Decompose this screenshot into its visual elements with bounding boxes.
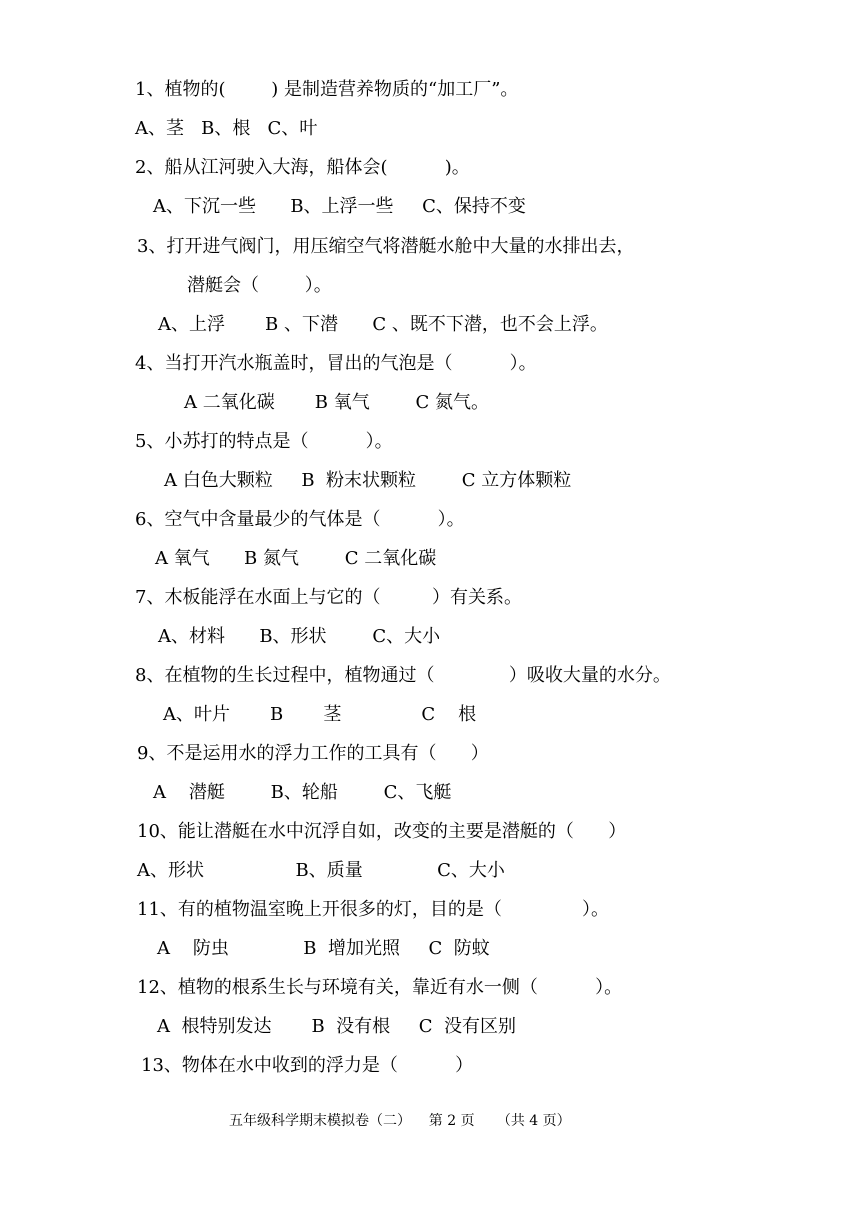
- question-3-continuation: 潜艇会（ ）。: [187, 275, 332, 296]
- question-3: 3、打开进气阀门，用压缩空气将潜艇水舱中大量的水排出去，: [137, 236, 635, 257]
- question-4-options: A 二氧化碳 B 氧气 C 氮气。: [184, 392, 489, 413]
- question-11: 11、有的植物温室晚上开很多的灯，目的是（ ）。: [137, 899, 610, 920]
- question-5-options: A 白色大颗粒 B 粉末状颗粒 C 立方体颗粒: [164, 470, 572, 491]
- question-12: 12、植物的根系生长与环境有关，靠近有水一侧（ ）。: [137, 977, 623, 998]
- question-2-options: A、下沉一些 B、上浮一些 C、保持不变: [153, 196, 526, 217]
- page-footer: 五年级科学期末模拟卷（二） 第 2 页 （共 4 页）: [229, 1113, 571, 1129]
- question-10-options: A、形状 B、质量 C、大小: [137, 860, 505, 881]
- question-8-options: A、叶片 B 茎 C 根: [163, 704, 477, 725]
- question-10: 10、能让潜艇在水中沉浮自如，改变的主要是潜艇的（ ）: [137, 821, 627, 842]
- question-1-options: A、茎 B、根 C、叶: [135, 118, 318, 139]
- question-3-options: A、上浮 B 、下潜 C 、既不下潜，也不会上浮。: [158, 314, 608, 335]
- question-2: 2、船从江河驶入大海，船体会( )。: [135, 157, 470, 178]
- question-11-options: A 防虫 B 增加光照 C 防蚊: [157, 938, 490, 959]
- question-9-options: A 潜艇 B、轮船 C、飞艇: [153, 782, 452, 803]
- question-1: 1、植物的( ) 是制造营养物质的“加工厂”。: [135, 79, 519, 100]
- question-6-options: A 氧气 B 氮气 C 二氧化碳: [155, 548, 437, 569]
- question-7: 7、木板能浮在水面上与它的（ ）有关系。: [135, 587, 522, 608]
- question-5: 5、小苏打的特点是（ ）。: [135, 431, 393, 452]
- question-12-options: A 根特别发达 B 没有根 C 没有区别: [157, 1016, 516, 1037]
- question-13: 13、物体在水中收到的浮力是（ ）: [141, 1055, 474, 1076]
- question-6: 6、空气中含量最少的气体是（ ）。: [135, 509, 465, 530]
- question-4: 4、当打开汽水瓶盖时，冒出的气泡是（ ）。: [135, 353, 537, 374]
- question-7-options: A、材料 B、形状 C、大小: [158, 626, 441, 647]
- question-8: 8、在植物的生长过程中，植物通过（ ）吸收大量的水分。: [135, 665, 671, 686]
- question-9: 9、不是运用水的浮力工作的工具有（ ）: [137, 743, 489, 764]
